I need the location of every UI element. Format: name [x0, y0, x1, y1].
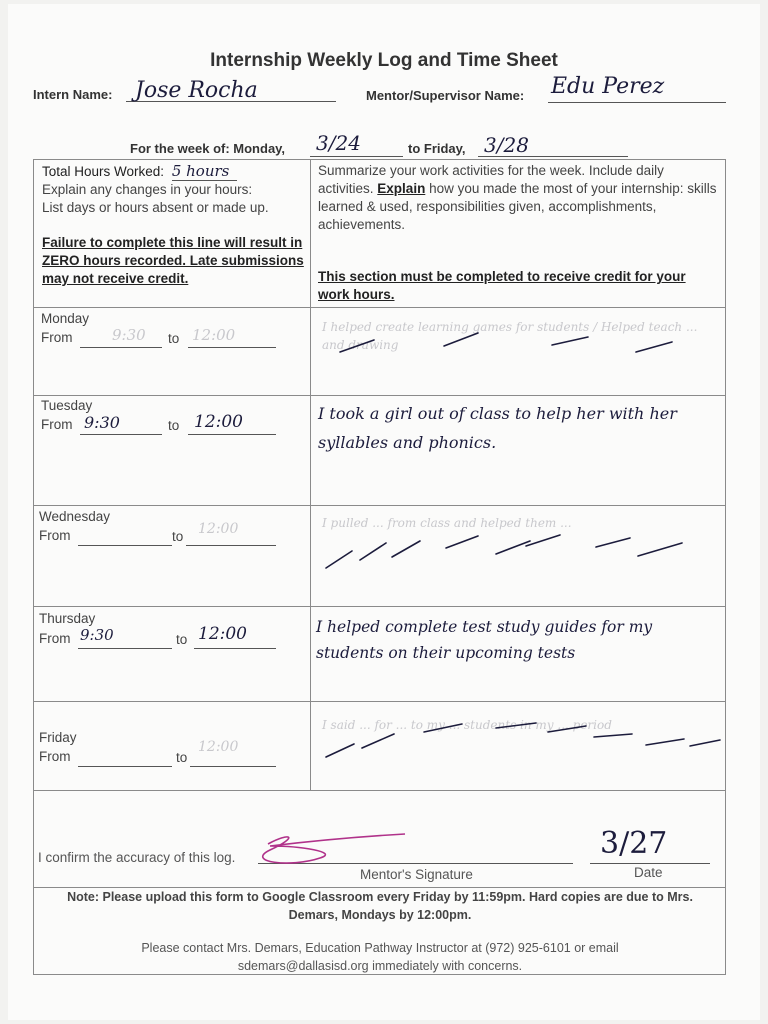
confirm-statement: I confirm the accuracy of this log. — [38, 850, 236, 865]
to-value-faint-friday: 12:00 — [198, 739, 239, 755]
mentor-name-value[interactable]: Edu Perez — [551, 74, 665, 99]
intern-name-label: Intern Name: — [33, 87, 113, 102]
from-label-wednesday: From — [39, 528, 71, 543]
requirement-text: This section must be completed to receive credit for your work hours. — [318, 269, 686, 302]
to-label-tuesday: to — [168, 418, 180, 433]
summary-faint-friday: I said ... for ... to my ... students in my ... period — [322, 718, 612, 732]
from-value-thursday: 9:30 — [80, 626, 114, 644]
from-label-thursday: From — [39, 631, 71, 646]
to-value-thursday: 12:00 — [198, 624, 247, 644]
instructions-part-2: how you made the most of your internship: skills learned & used, responsibilities given, accomplishments, achievements. — [318, 181, 717, 232]
day-name-friday: Friday — [39, 730, 77, 745]
mentor-name-label: Mentor/Supervisor Name: — [366, 88, 525, 103]
summary-thursday[interactable]: I helped complete test study guides for my students on their upcoming tests — [316, 618, 653, 662]
from-label-tuesday: From — [41, 417, 73, 432]
explain-line-2: List days or hours absent or made up. — [42, 200, 269, 215]
to-label-friday: to — [176, 750, 188, 765]
total-hours-label: Total Hours Worked: — [42, 164, 165, 179]
page-title: Internship Weekly Log and Time Sheet — [210, 50, 558, 71]
to-value-tuesday: 12:00 — [194, 412, 243, 432]
instructions-part-1: Summarize your work activities for the week. Include daily activities. — [318, 163, 664, 196]
week-start-value[interactable]: 3/24 — [316, 131, 361, 155]
week-end-value[interactable]: 3/28 — [484, 133, 529, 157]
signature-scribble — [263, 834, 405, 863]
to-label-wednesday: to — [172, 529, 184, 544]
contact-info: Please contact Mrs. Demars, Education Pathway Instructor at (972) 925-6101 or email sdemars@dallasisd.org immediately with concerns. — [141, 941, 619, 973]
from-value-tuesday: 9:30 — [84, 413, 120, 432]
summary-faint-wednesday: I pulled ... from class and helped them ... — [322, 516, 572, 530]
from-value-faint-monday: 9:30 — [112, 326, 146, 344]
explain-line-1: Explain any changes in your hours: — [42, 182, 253, 197]
day-name-tuesday: Tuesday — [41, 398, 93, 413]
to-value-faint-wednesday: 12:00 — [198, 521, 239, 537]
to-value-faint-monday: 12:00 — [192, 326, 236, 344]
day-name-wednesday: Wednesday — [39, 509, 111, 524]
from-label-friday: From — [39, 749, 71, 764]
date-label: Date — [634, 865, 663, 880]
warning-text: Failure to complete this line will result in ZERO hours recorded. Late submissions may not receive credit. — [42, 235, 304, 286]
summary-tuesday[interactable]: I took a girl out of class to help her with her syllables and phonics. — [318, 404, 677, 452]
day-name-thursday: Thursday — [39, 611, 96, 626]
intern-name-value[interactable]: Jose Rocha — [135, 78, 258, 103]
explain-word: Explain — [377, 181, 426, 196]
to-friday-label: to Friday, — [408, 141, 466, 156]
day-name-monday: Monday — [41, 311, 90, 326]
summary-faint-monday: I helped create learning games for students / Helped teach ... and drawing — [322, 320, 698, 352]
upload-note: Note: Please upload this form to Google Classroom every Friday by 11:59pm. Hard copies are due to Mrs. Demars, Mondays by 12:00pm. — [67, 890, 693, 922]
to-label-thursday: to — [176, 632, 188, 647]
from-label-monday: From — [41, 330, 73, 345]
signature-label: Mentor's Signature — [360, 867, 473, 882]
to-label-monday: to — [168, 331, 180, 346]
total-hours-value[interactable]: 5 hours — [172, 162, 238, 181]
date-value: 3/27 — [600, 826, 668, 861]
week-label: For the week of: Monday, — [130, 141, 286, 156]
